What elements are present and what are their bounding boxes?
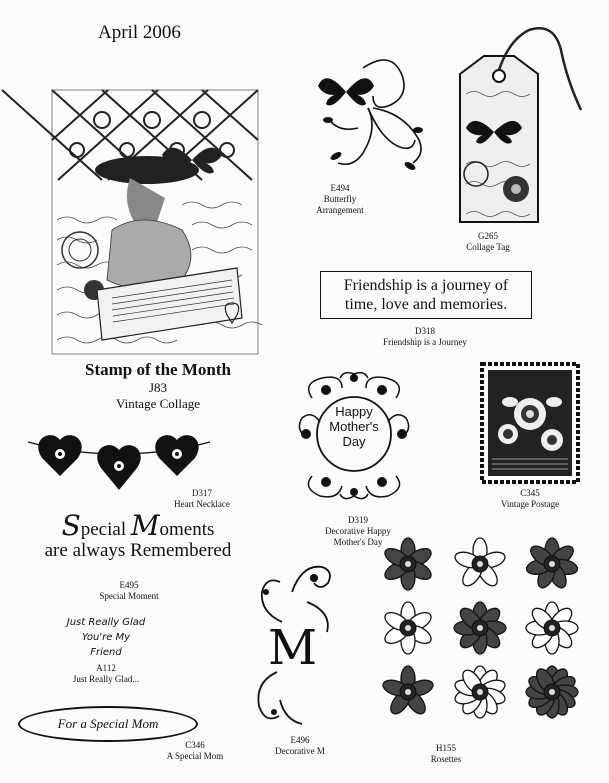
friendship-stamp-image bbox=[320, 271, 532, 319]
friendship-caption bbox=[370, 326, 480, 348]
item-code: C345 bbox=[520, 488, 540, 498]
item-code: G265 bbox=[478, 231, 498, 241]
monogram-letter: M bbox=[268, 620, 318, 676]
rosette-grid bbox=[381, 538, 579, 718]
glad-line-2: You're My bbox=[81, 632, 131, 643]
friendship-line-1: Friendship is a journey of bbox=[343, 277, 509, 294]
item-name-line-1: Decorative Happy bbox=[325, 526, 391, 536]
rosette-flower bbox=[526, 666, 578, 718]
just-really-glad-stamp-image bbox=[60, 615, 152, 660]
mothers-day-line-3: Day bbox=[342, 434, 366, 449]
item-name: Butterfly Arrangement bbox=[316, 194, 364, 215]
rosette-flower bbox=[453, 666, 507, 718]
item-code: D319 bbox=[348, 515, 368, 525]
item-name: A Special Mom bbox=[166, 751, 224, 761]
stamp-of-month-name: Vintage Collage bbox=[115, 396, 201, 411]
vintage-postage-stamp-image bbox=[482, 364, 578, 482]
mothers-day-line-1: Happy bbox=[335, 404, 373, 419]
item-name: Decorative M bbox=[275, 746, 325, 756]
item-name: Special Moment bbox=[99, 591, 159, 601]
rosette-flower bbox=[525, 538, 579, 590]
vintage-collage-stamp-image bbox=[52, 90, 258, 354]
butterfly-arrangement-stamp-image bbox=[318, 48, 428, 178]
item-name: Collage Tag bbox=[466, 242, 510, 252]
stamp-of-month-code: J83 bbox=[148, 380, 168, 395]
moments-word: oments bbox=[159, 519, 215, 540]
special-moments-line-1 bbox=[38, 509, 238, 542]
special-initial-m: M bbox=[130, 509, 160, 542]
collage-tag-stamp-image bbox=[454, 24, 584, 232]
glad-line-1: Just Really Glad bbox=[66, 617, 146, 628]
special-moments-line-2: are always Remembered bbox=[44, 540, 232, 561]
item-name: Rosettes bbox=[430, 754, 462, 764]
stamp-of-month-heading: Stamp of the Month bbox=[85, 360, 231, 379]
item-name: Friendship is a Journey bbox=[383, 337, 467, 347]
rosette-flower bbox=[381, 666, 435, 717]
rosette-flower bbox=[454, 602, 506, 654]
special-moment-caption bbox=[94, 580, 164, 602]
special-mom-caption bbox=[160, 740, 230, 762]
special-word: pecial bbox=[80, 519, 131, 540]
item-name-line-2: Mother's Day bbox=[333, 537, 383, 547]
page-title: April 2006 bbox=[98, 22, 181, 43]
item-code: A112 bbox=[96, 663, 116, 673]
mothers-day-text bbox=[314, 404, 394, 449]
special-mom-stamp-image: For a Special Mom bbox=[18, 706, 198, 742]
special-initial-s: S bbox=[61, 509, 81, 542]
special-moments-stamp-image bbox=[38, 509, 238, 561]
heart-necklace-caption bbox=[164, 488, 240, 510]
rosette-flower bbox=[526, 602, 578, 654]
item-code: C346 bbox=[185, 740, 205, 750]
heart-necklace-stamp-image bbox=[26, 430, 212, 494]
item-name: Heart Necklace bbox=[174, 499, 230, 509]
just-really-glad-caption bbox=[66, 663, 146, 685]
item-code: E494 bbox=[330, 183, 350, 193]
rosette-flower bbox=[453, 538, 507, 589]
glad-line-3: Friend bbox=[90, 647, 122, 658]
collage-tag-caption bbox=[456, 231, 520, 253]
item-code: D318 bbox=[415, 326, 435, 336]
item-code: H155 bbox=[436, 743, 456, 753]
item-code: D317 bbox=[192, 488, 212, 498]
item-code: E496 bbox=[290, 735, 310, 745]
item-code: E495 bbox=[119, 580, 139, 590]
item-name: Vintage Postage bbox=[500, 499, 560, 509]
decorative-m-stamp-image bbox=[252, 562, 342, 732]
rosettes-stamp-image bbox=[380, 534, 590, 744]
rosette-flower bbox=[382, 538, 434, 590]
decorative-m-caption bbox=[264, 735, 336, 757]
friendship-line-2: time, love and memories. bbox=[344, 296, 508, 313]
item-name: Just Really Glad... bbox=[72, 674, 140, 684]
mothers-day-line-2: Mother's bbox=[329, 419, 379, 434]
rosettes-caption bbox=[420, 743, 472, 765]
rosette-flower bbox=[382, 602, 434, 654]
vintage-postage-caption bbox=[488, 488, 572, 510]
butterfly-arrangement-caption bbox=[308, 183, 372, 216]
